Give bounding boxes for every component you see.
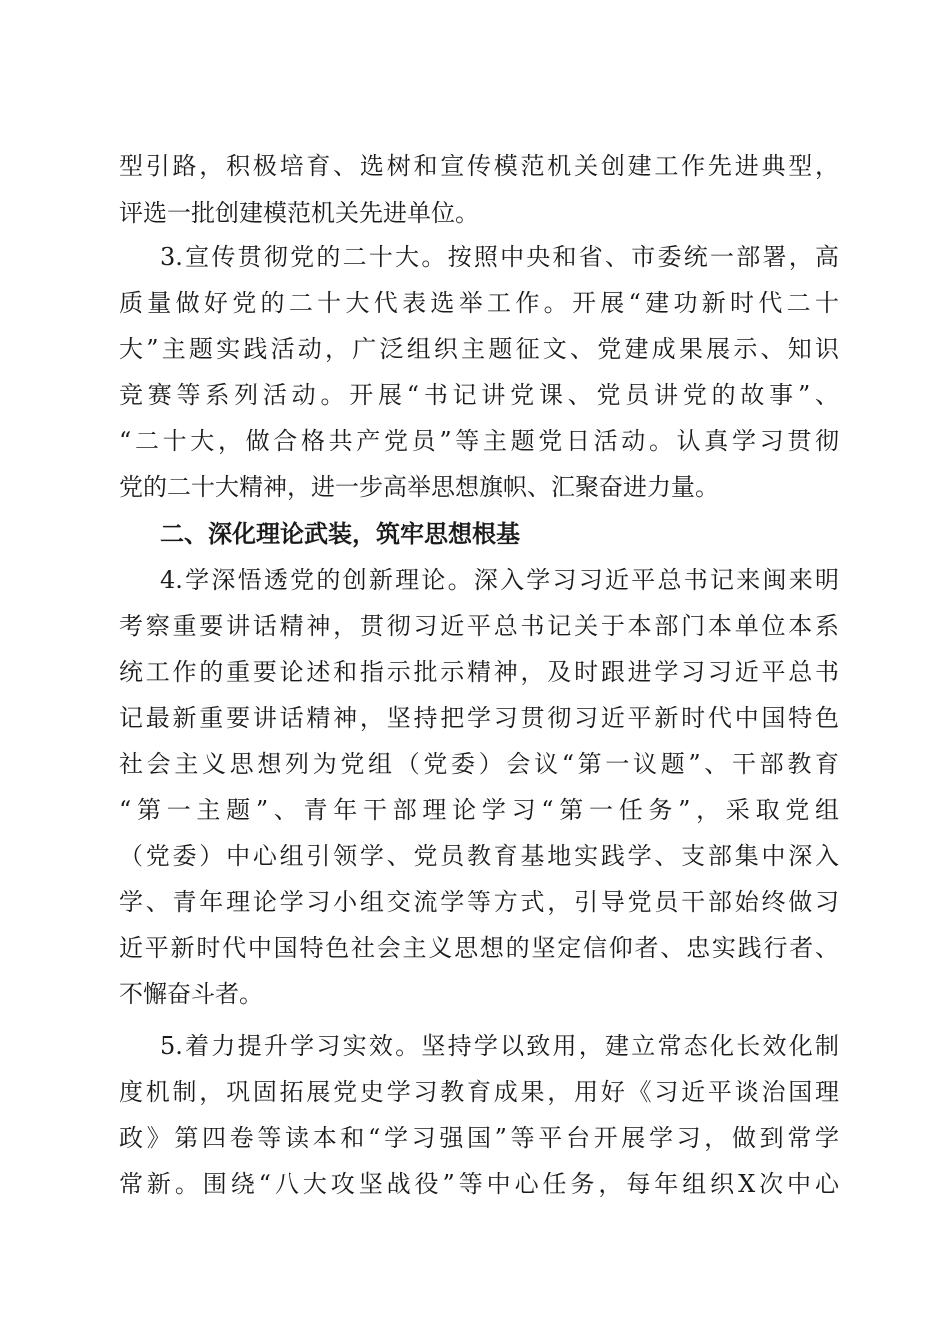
text-line: 竞赛等系列活动。开展“书记讲党课、党员讲党的故事”、: [119, 381, 839, 409]
text-line: 记最新重要讲话精神，坚持把学习贯彻习近平新时代中国特色: [119, 704, 839, 732]
text-line: （党委）中心组引领学、党员教育基地实践学、支部集中深入: [119, 842, 839, 870]
text-line: 学、青年理论学习小组交流学等方式，引导党员干部始终做习: [119, 888, 839, 916]
text-line: “第一主题”、青年干部理论学习“第一任务”，采取党组: [119, 796, 839, 824]
text-line: 5.着力提升学习实效。坚持学以致用，建立常态化长效化制: [160, 1032, 839, 1060]
text-line: 质量做好党的二十大代表选举工作。开展“建功新时代二十: [119, 289, 839, 317]
text-line: 3.宣传贯彻党的二十大。按照中央和省、市委统一部署，高: [160, 243, 839, 271]
text-line: 社会主义思想列为党组（党委）会议“第一议题”、干部教育: [119, 750, 839, 778]
text-line: 统工作的重要论述和指示批示精神，及时跟进学习习近平总书: [119, 658, 839, 686]
text-line: 大”主题实践活动，广泛组织主题征文、党建成果展示、知识: [119, 335, 839, 363]
section-heading: 二、深化理论武装，筑牢思想根基: [160, 520, 520, 548]
text-line: 政》第四卷等读本和“学习强国”等平台开展学习，做到常学: [119, 1124, 839, 1152]
text-line: “二十大，做合格共产党员”等主题党日活动。认真学习贯彻: [119, 427, 839, 455]
text-line: 近平新时代中国特色社会主义思想的坚定信仰者、忠实践行者、: [119, 934, 839, 962]
text-line: 型引路，积极培育、选树和宣传模范机关创建工作先进典型，: [119, 152, 839, 180]
text-line: 党的二十大精神，进一步高举思想旗帜、汇聚奋进力量。: [119, 473, 719, 501]
text-line: 常新。围绕“八大攻坚战役”等中心任务，每年组织X次中心: [119, 1170, 839, 1198]
text-line: 4.学深悟透党的创新理论。深入学习习近平总书记来闽来明: [160, 566, 839, 594]
text-line: 度机制，巩固拓展党史学习教育成果，用好《习近平谈治国理: [119, 1078, 839, 1106]
text-line: 不懈奋斗者。: [119, 980, 263, 1008]
text-line: 评选一批创建模范机关先进单位。: [119, 199, 479, 227]
text-line: 考察重要讲话精神，贯彻习近平总书记关于本部门本单位本系: [119, 612, 839, 640]
